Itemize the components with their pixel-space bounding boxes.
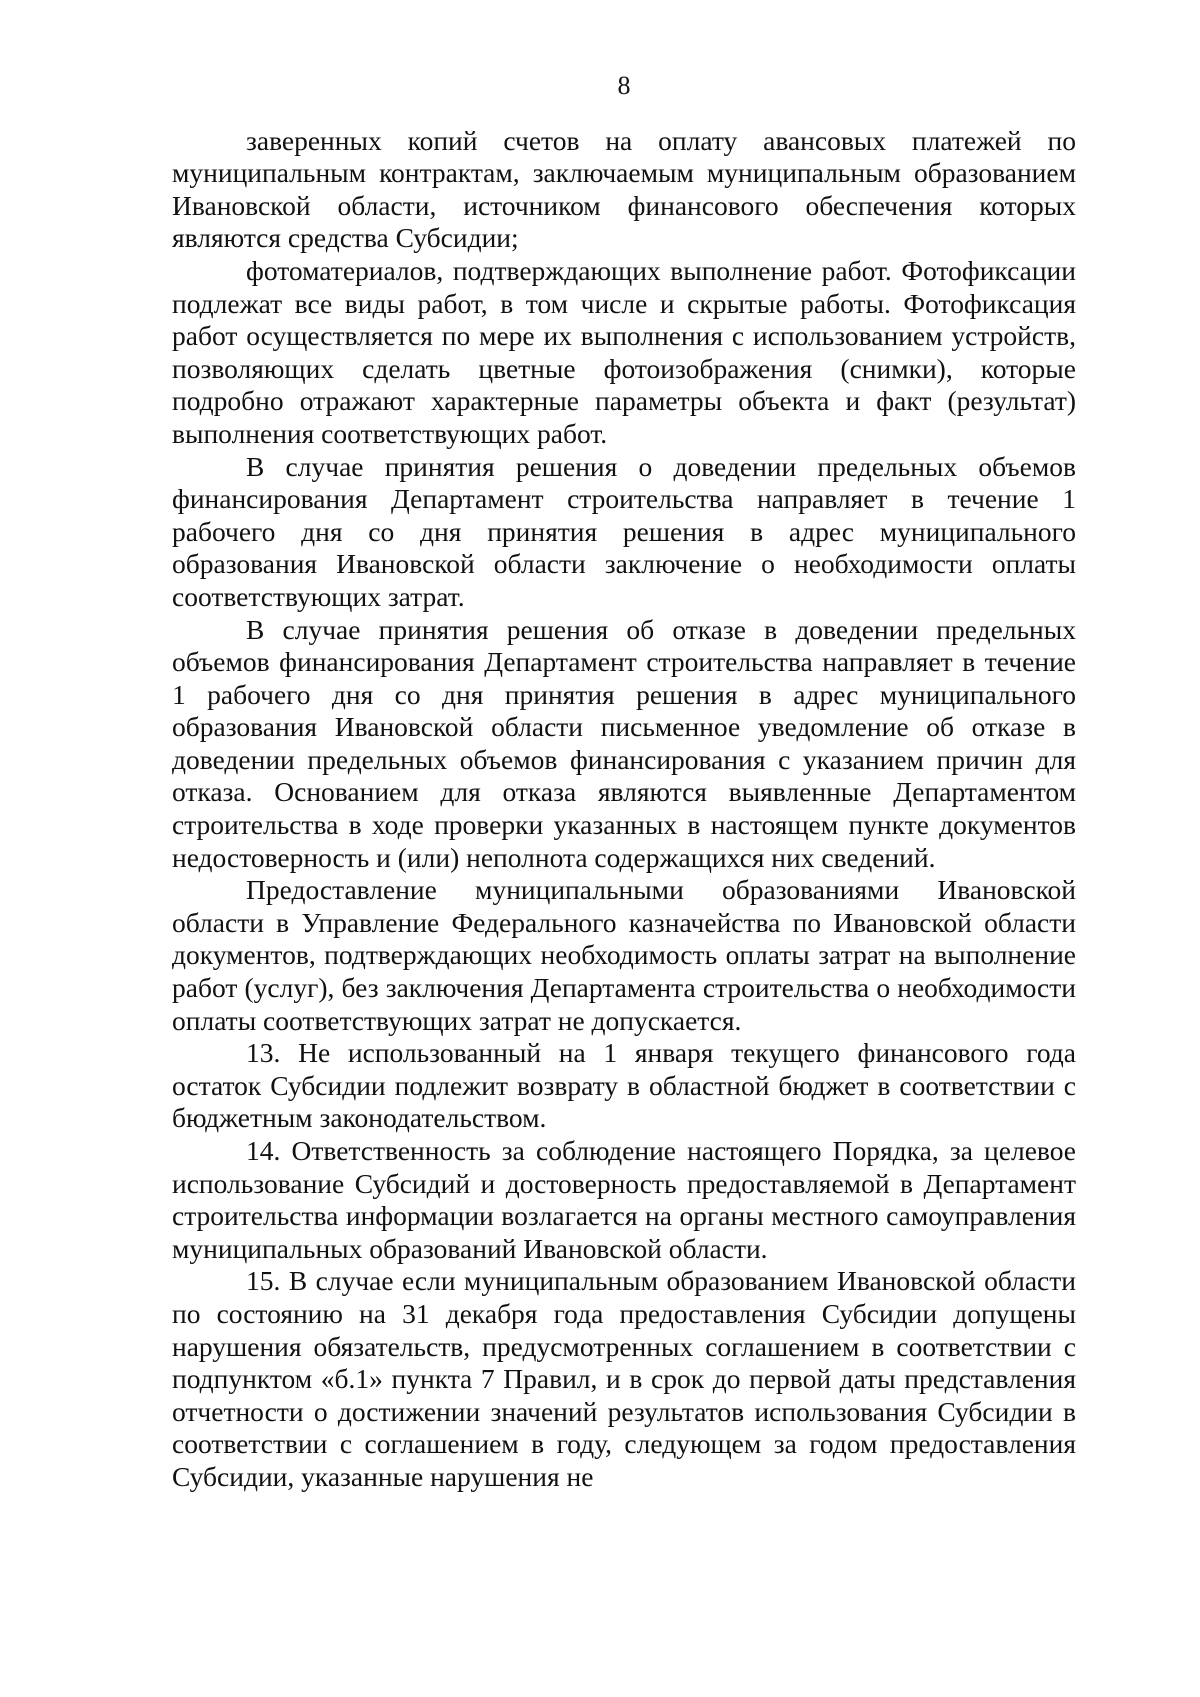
paragraph-item-13: 13. Не использованный на 1 января текущего финансового года остаток Субсидии подлежит возврату в областной бюджет в соответствии с бюджетным законодательством. [172, 1037, 1076, 1134]
paragraph-approval-decision: В случае принятия решения о доведении предельных объемов финансирования Департамент строительства направляет в течение 1 рабочего дня со дня принятия решения в адрес муниципального образования Ивановской области заключение о необходимости оплаты соответствующих затрат. [172, 450, 1076, 612]
paragraph-item-14: 14. Ответственность за соблюдение настоящего Порядка, за целевое использование Субсидий и достоверность предоставляемой в Департамент строительства информации возлагается на органы местного самоуправления муниципальных образований Ивановской области. [172, 1135, 1076, 1264]
paragraph-item-15: 15. В случае если муниципальным образованием Ивановской области по состоянию на 31 декабря года предоставления Субсидии допущены нарушения обязательств, предусмотренных соглашением в соответствии с подпунктом «б.1» пункта 7 Правил, и в срок до первой даты представления отчетности о достижении значений результатов использования Субсидии в соответствии с соглашением в году, следующем за годом предоставления Субсидии, указанные нарушения не [172, 1265, 1076, 1492]
paragraph-photo-materials: фотоматериалов, подтверждающих выполнение работ. Фотофиксации подлежат все виды работ, в том числе и скрытые работы. Фотофиксация работ осуществляется по мере их выполнения с использованием устройств, позволяющих сделать цветные фотоизображения (снимки), которые подробно отражают характерные параметры объекта и факт (результат) выполнения соответствующих работ. [172, 254, 1076, 449]
paragraph-refusal-decision: В случае принятия решения об отказе в доведении предельных объемов финансирования Департамент строительства направляет в течение 1 рабочего дня со дня принятия решения в адрес муниципального образования Ивановской области письменное уведомление об отказе в доведении предельных объемов финансирования с указанием причин для отказа. Основанием для отказа являются выявленные Департаментом строительства в ходе проверки указанных в настоящем пункте документов недостоверность и (или) неполнота содержащихся них сведений. [172, 613, 1076, 873]
paragraph-certified-copies: заверенных копий счетов на оплату авансовых платежей по муниципальным контрактам, заключаемым муниципальным образованием Ивановской области, источником финансового обеспечения которых являются средства Субсидии; [172, 124, 1076, 254]
document-page [172, 70, 1076, 1494]
page-number: 8 [617, 71, 631, 100]
paragraph-treasury-submission: Предоставление муниципальными образованиями Ивановской области в Управление Федерального казначейства по Ивановской области документов, подтверждающих необходимость оплаты затрат на выполнение работ (услуг), без заключения Департамента строительства о необходимости оплаты соответствующих затрат не допускается. [172, 874, 1076, 1036]
